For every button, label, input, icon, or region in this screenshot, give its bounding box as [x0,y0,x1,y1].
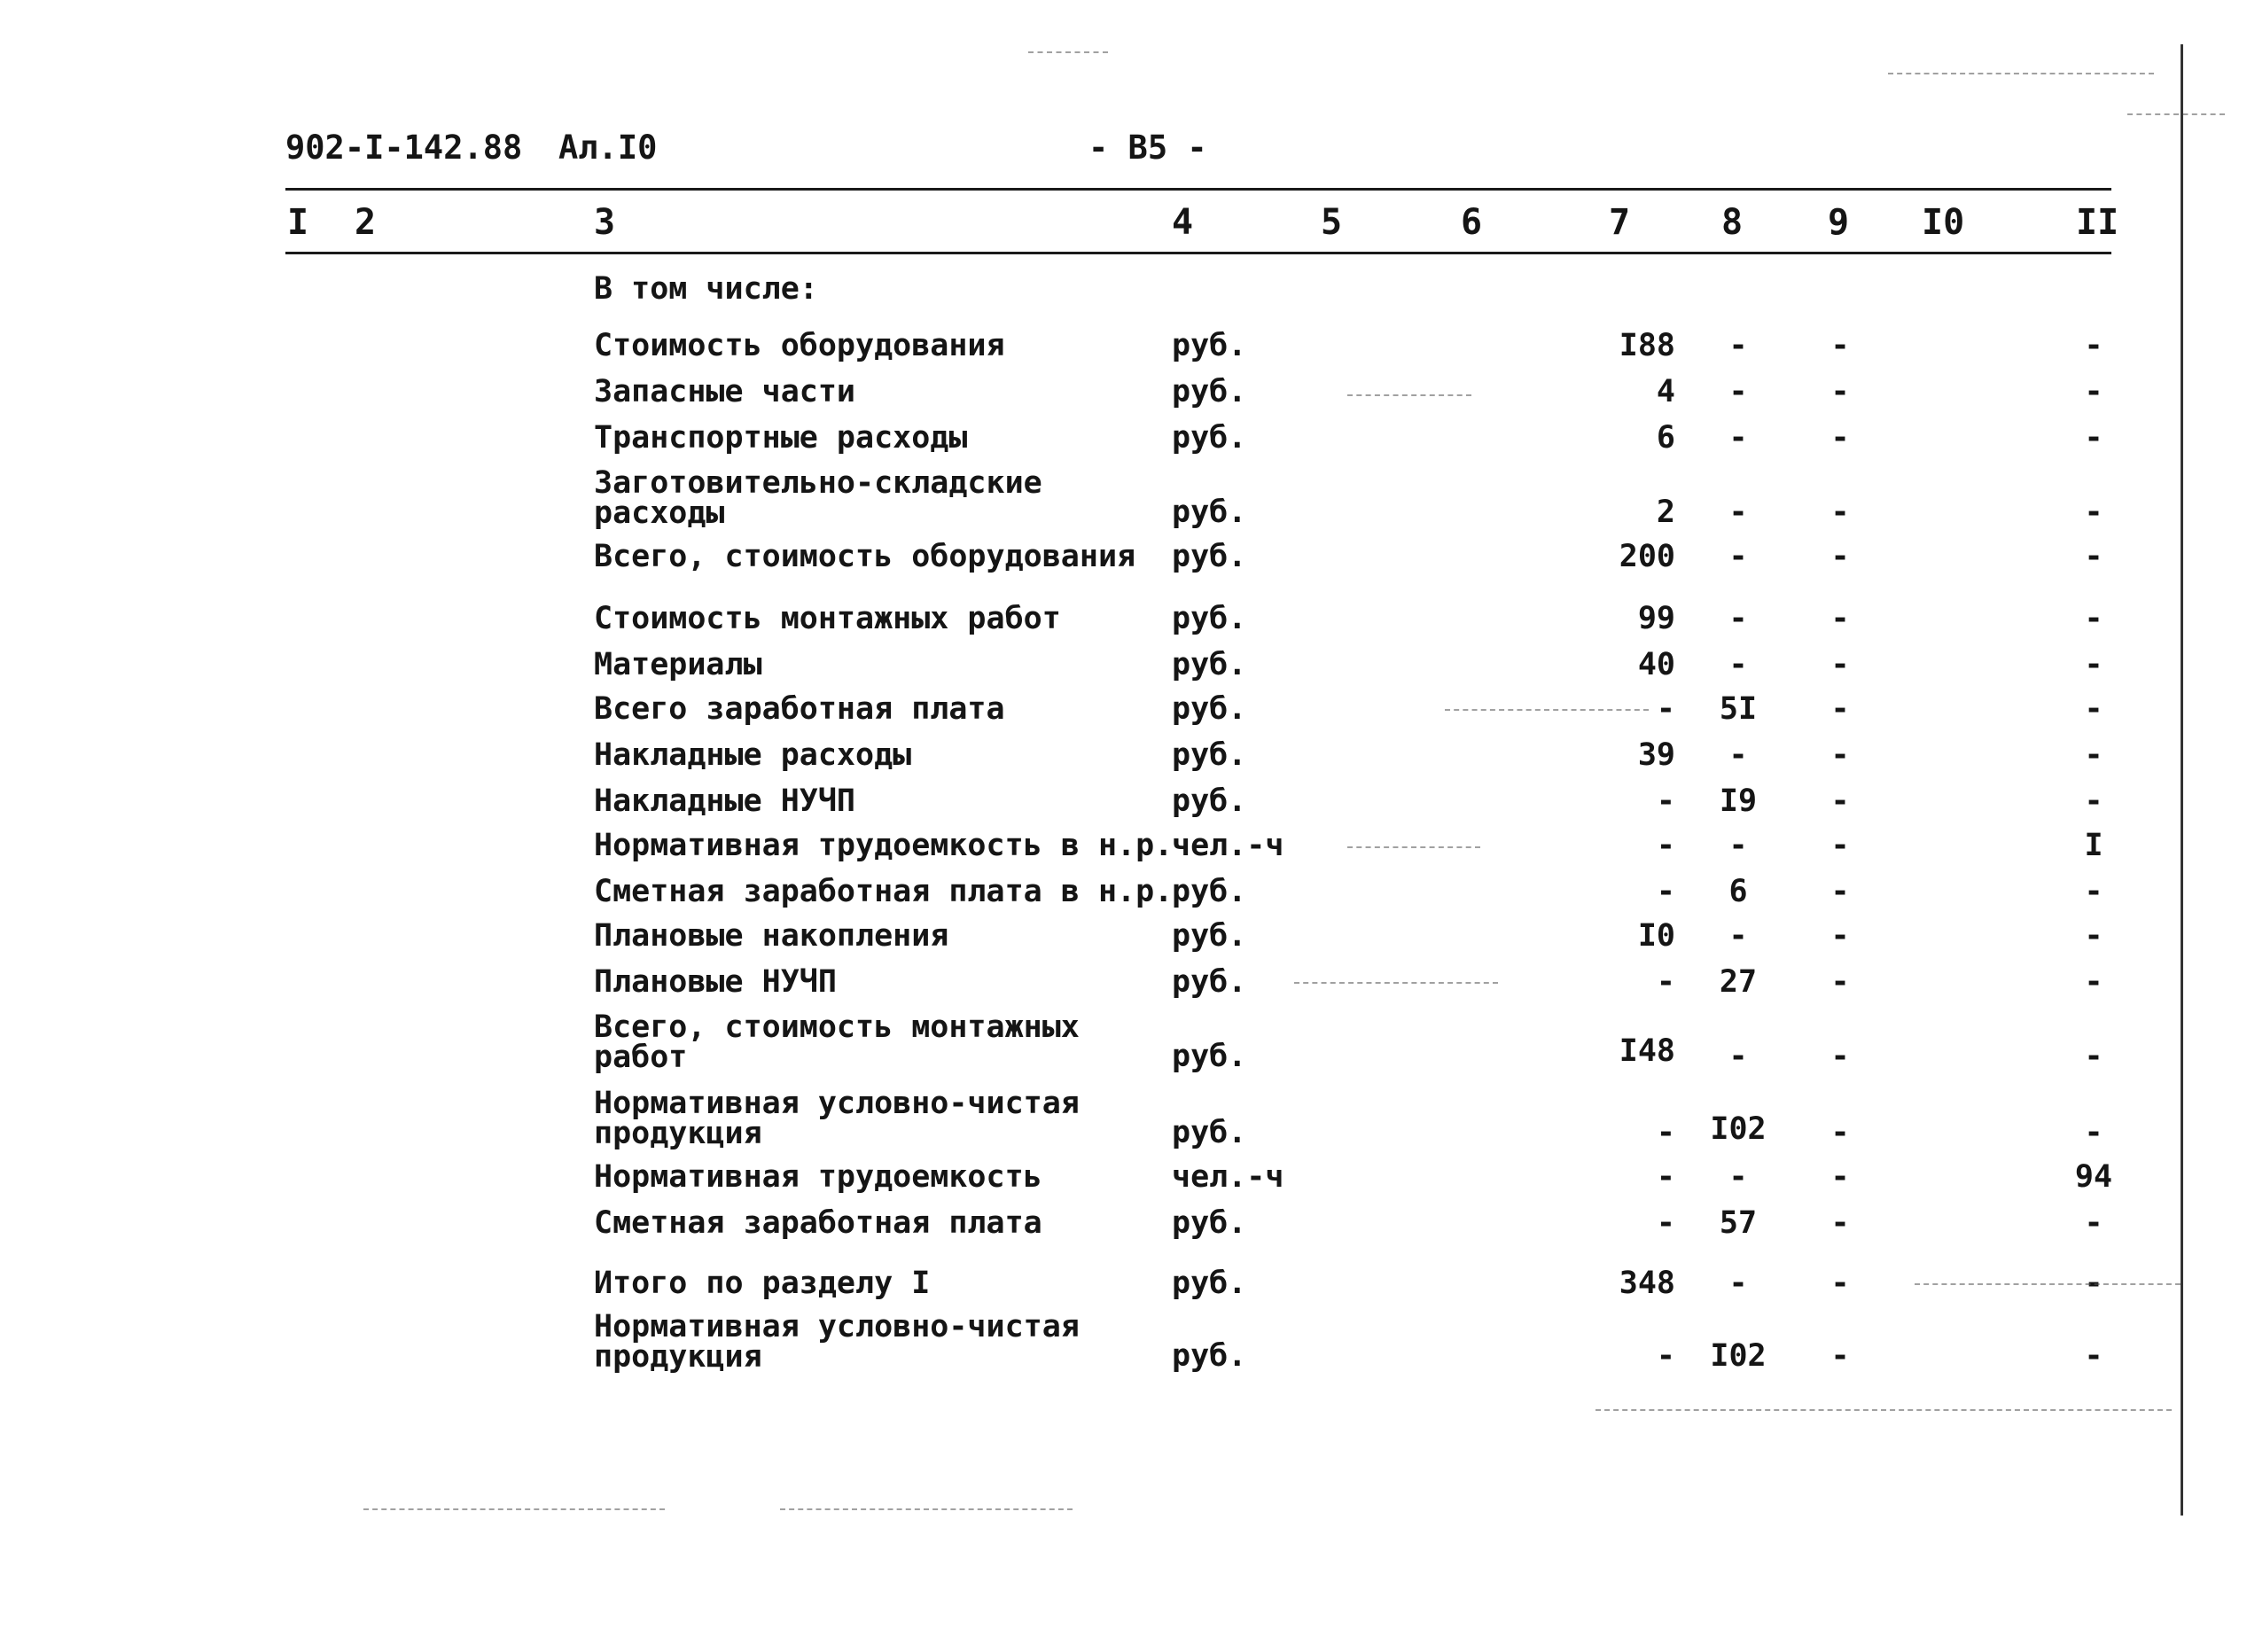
row-unit: руб. [1172,539,1247,574]
scan-artifact [1294,982,1498,984]
row-name: Всего, стоимость монтажных работ [594,1009,1080,1075]
row-name: Нормативная трудоемкость в н.р. [594,828,1174,863]
cell-col8: - [1728,737,1748,773]
cell-col11: - [2084,783,2103,819]
doc-code: 902-I-142.88 [285,129,523,167]
cell-col7: 4 [1656,374,1675,409]
cell-col11: 94 [2074,1159,2113,1195]
cell-col9: - [1830,647,1850,682]
cell-col7: 99 [1637,601,1675,636]
cell-col9: - [1830,1266,1850,1301]
row-unit: чел.-ч [1172,828,1284,863]
column-header-8: 8 [1721,202,1744,243]
cell-col11: - [2084,601,2103,636]
row-unit: руб. [1172,1039,1247,1074]
cell-col7: I88 [1619,328,1675,363]
column-header-7: 7 [1609,202,1631,243]
row-unit: руб. [1172,691,1247,727]
row-unit: руб. [1172,328,1247,363]
row-name: Стоимость монтажных работ [594,601,1061,636]
cell-col7: I48 [1619,1033,1675,1069]
scan-artifact [1347,394,1471,396]
scan-artifact [1915,1283,2181,1285]
cell-col11: - [2084,691,2103,727]
cell-col7: 39 [1637,737,1675,773]
scan-artifact [1445,709,1649,711]
cell-col9: - [1830,1039,1850,1074]
column-header-2: 2 [355,202,377,243]
column-header-1: I [287,202,309,243]
column-header-6: 6 [1461,202,1483,243]
cell-col8: - [1728,1266,1748,1301]
cell-col7: - [1656,1159,1675,1195]
cell-col11: - [2084,1115,2103,1150]
cell-col11: - [2084,539,2103,574]
row-name: Нормативная условно-чистая продукция [594,1309,1080,1375]
cell-col11: I [2084,828,2103,863]
cell-col9: - [1830,737,1850,773]
cell-col11: - [2084,918,2103,954]
row-name: Сметная заработная плата [594,1205,1042,1241]
row-name: Итого по разделу I [594,1266,931,1301]
cell-col8: - [1728,495,1748,530]
cell-col11: - [2084,374,2103,409]
cell-col8: - [1728,1039,1748,1074]
page-number: - B5 - [1088,129,1207,167]
cell-col7: - [1656,1205,1675,1241]
cell-col11: - [2084,737,2103,773]
scan-artifact [1028,51,1108,53]
page-edge-line [2181,44,2183,1516]
row-unit: руб. [1172,420,1247,456]
cell-col7: 200 [1619,539,1675,574]
section-title: В том числе: [594,271,818,307]
cell-col8: I02 [1710,1111,1767,1147]
row-unit: руб. [1172,1266,1247,1301]
cell-col8: - [1728,1159,1748,1195]
cell-col11: - [2084,874,2103,909]
cell-col9: - [1830,1159,1850,1195]
cell-col8: - [1728,328,1748,363]
row-name: Плановые НУЧП [594,964,837,1000]
cell-col9: - [1830,874,1850,909]
scan-artifact [1347,846,1480,848]
column-header-4: 4 [1172,202,1194,243]
row-unit: руб. [1172,783,1247,819]
row-unit: чел.-ч [1172,1159,1284,1195]
cell-col8: I9 [1719,783,1758,819]
row-unit: руб. [1172,374,1247,409]
cell-col8: - [1728,601,1748,636]
scan-artifact [363,1508,665,1510]
cell-col9: - [1830,828,1850,863]
row-unit: руб. [1172,601,1247,636]
row-unit: руб. [1172,1338,1247,1374]
cell-col11: - [2084,964,2103,1000]
cell-col7: - [1656,828,1675,863]
cell-col11: - [2084,1338,2103,1374]
cell-col7: - [1656,874,1675,909]
row-name: Транспортные расходы [594,420,968,456]
row-name: Стоимость оборудования [594,328,1005,363]
cell-col9: - [1830,783,1850,819]
cell-col8: 57 [1719,1205,1758,1241]
cell-col9: - [1830,1338,1850,1374]
row-name: Накладные расходы [594,737,912,773]
row-name: Сметная заработная плата в н.р. [594,874,1174,909]
cell-col11: - [2084,420,2103,456]
column-header-11: II [2076,202,2119,243]
column-header-9: 9 [1828,202,1850,243]
column-header-5: 5 [1321,202,1343,243]
sheet-label: Ал.I0 [558,129,658,167]
column-header-10: I0 [1922,202,1965,243]
row-name: Всего, стоимость оборудования [594,539,1136,574]
cell-col9: - [1830,964,1850,1000]
cell-col8: I02 [1710,1338,1767,1374]
cell-col11: - [2084,495,2103,530]
cell-col7: - [1656,691,1675,727]
scan-artifact [1888,73,2154,74]
cell-col8: - [1728,539,1748,574]
cell-col7: - [1656,964,1675,1000]
cell-col9: - [1830,420,1850,456]
row-unit: руб. [1172,964,1247,1000]
cell-col9: - [1830,691,1850,727]
cell-col7: - [1656,783,1675,819]
row-unit: руб. [1172,495,1247,530]
cell-col11: - [2084,1205,2103,1241]
row-name: Плановые накопления [594,918,949,954]
cell-col11: - [2084,1266,2103,1301]
row-name: Всего заработная плата [594,691,1005,727]
cell-col8: 27 [1719,964,1758,1000]
cell-col9: - [1830,1115,1850,1150]
scan-artifact [1596,1409,2172,1411]
cell-col11: - [2084,647,2103,682]
scan-artifact [2127,113,2225,115]
cell-col11: - [2084,1039,2103,1074]
cell-col7: I0 [1637,918,1675,954]
cell-col9: - [1830,1205,1850,1241]
row-unit: руб. [1172,1205,1247,1241]
cell-col8: - [1728,828,1748,863]
column-header-3: 3 [594,202,616,243]
row-name: Запасные части [594,374,856,409]
cell-col8: - [1728,918,1748,954]
row-name: Заготовительно-складские расходы [594,465,1042,531]
row-unit: руб. [1172,1115,1247,1150]
cell-col7: 6 [1656,420,1675,456]
cell-col8: 6 [1728,874,1748,909]
row-name: Нормативная условно-чистая продукция [594,1086,1080,1151]
cell-col8: 5I [1719,691,1758,727]
cell-col8: - [1728,374,1748,409]
cell-col9: - [1830,374,1850,409]
row-name: Накладные НУЧП [594,783,856,819]
cell-col7: - [1656,1338,1675,1374]
cell-col7: 2 [1656,495,1675,530]
cell-col9: - [1830,539,1850,574]
row-name: Материалы [594,647,762,682]
cell-col11: - [2084,328,2103,363]
scan-artifact [780,1508,1073,1510]
cell-col7: 40 [1637,647,1675,682]
row-unit: руб. [1172,918,1247,954]
table-top-rule [285,188,2111,191]
row-name: Нормативная трудоемкость [594,1159,1042,1195]
cell-col9: - [1830,328,1850,363]
cell-col7: - [1656,1115,1675,1150]
cell-col9: - [1830,918,1850,954]
row-unit: руб. [1172,737,1247,773]
row-unit: руб. [1172,647,1247,682]
header-bottom-rule [285,252,2111,254]
cell-col8: - [1728,647,1748,682]
cell-col7: 348 [1619,1266,1675,1301]
cell-col9: - [1830,495,1850,530]
cell-col9: - [1830,601,1850,636]
cell-col8: - [1728,420,1748,456]
row-unit: руб. [1172,874,1247,909]
